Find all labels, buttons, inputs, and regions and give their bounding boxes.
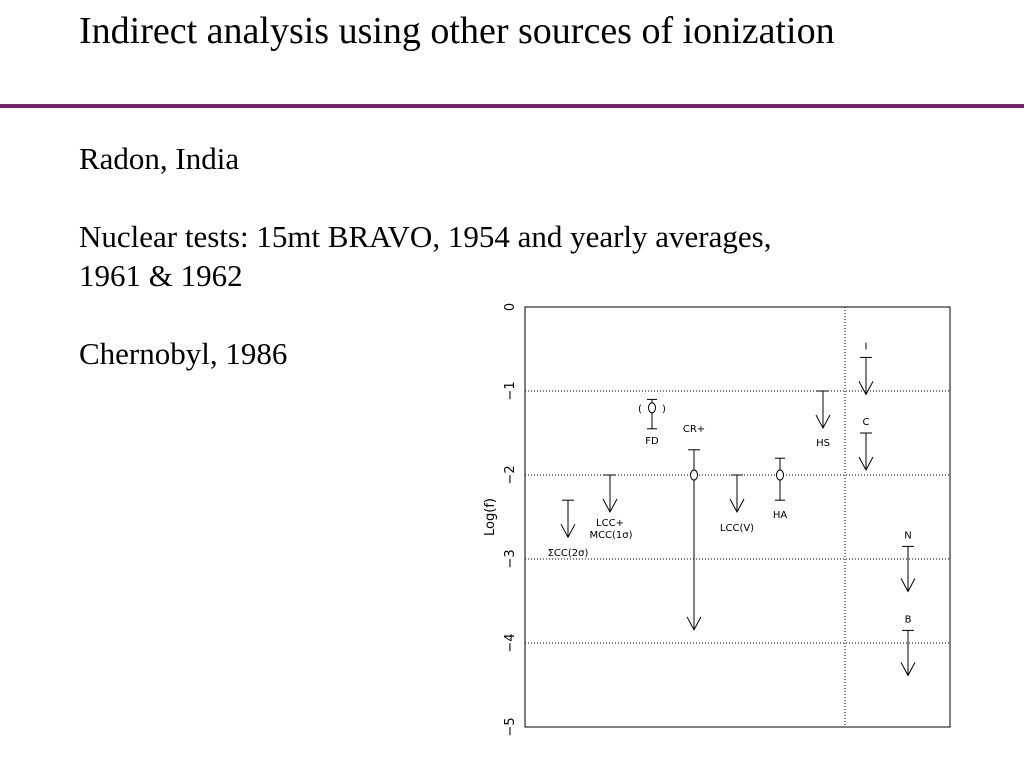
log-f-chart <box>470 290 970 750</box>
upper-limit-label: HS <box>816 438 830 449</box>
y-axis-label: Log(f) <box>483 498 498 536</box>
upper-limit-arrow <box>730 475 744 512</box>
upper-limit-arrow <box>603 475 617 512</box>
measurement-paren: ) <box>662 403 666 415</box>
y-tick-label: −3 <box>503 549 518 569</box>
measurement-point <box>647 399 657 428</box>
y-tick-label: −2 <box>503 465 518 485</box>
y-tick-label: −5 <box>503 717 518 737</box>
upper-limit-label: LCC(V) <box>719 523 755 534</box>
upper-limit-arrow <box>816 391 830 428</box>
upper-limit-label: C <box>862 417 870 428</box>
upper-limit-arrow <box>859 357 873 394</box>
y-tick-label: −1 <box>503 381 518 401</box>
upper-limit-arrow <box>901 630 915 675</box>
upper-limit-label: ΣCC(2σ) <box>547 548 589 560</box>
y-tick-label: 0 <box>503 302 518 312</box>
y-tick-label: −4 <box>503 633 518 653</box>
measurement-paren: ( <box>638 403 642 415</box>
bullet-chernobyl: Chernobyl, 1986 <box>79 336 288 371</box>
bullet-nuclear-tests: Nuclear tests: 15mt BRAVO, 1954 and yearly averages, 1961 & 1962 <box>79 219 772 293</box>
upper-limit-arrow <box>561 500 575 537</box>
upper-limit-label: CR+ <box>682 424 706 436</box>
measurement-label: HA <box>772 510 788 522</box>
upper-limit-label: I <box>864 341 868 353</box>
chart-marks <box>548 341 915 675</box>
measurement-label: FD <box>645 436 659 448</box>
upper-limit-label: MCC(1σ) <box>589 530 633 541</box>
chart-grid <box>525 307 950 727</box>
upper-limit-label: N <box>904 530 912 542</box>
plot-frame <box>525 307 950 727</box>
upper-limit-label: B <box>904 614 912 626</box>
upper-limit-arrow <box>859 433 873 470</box>
bullet-radon: Radon, India <box>79 141 240 176</box>
upper-limit-label: LCC+ <box>596 518 624 529</box>
slide-title: Indirect analysis using other sources of ionization <box>79 10 835 52</box>
title-divider <box>0 104 1024 108</box>
y-axis-ticks <box>503 303 518 737</box>
measurement-point <box>775 458 785 500</box>
measurement-point <box>691 470 698 480</box>
upper-limit-arrow <box>901 546 915 591</box>
